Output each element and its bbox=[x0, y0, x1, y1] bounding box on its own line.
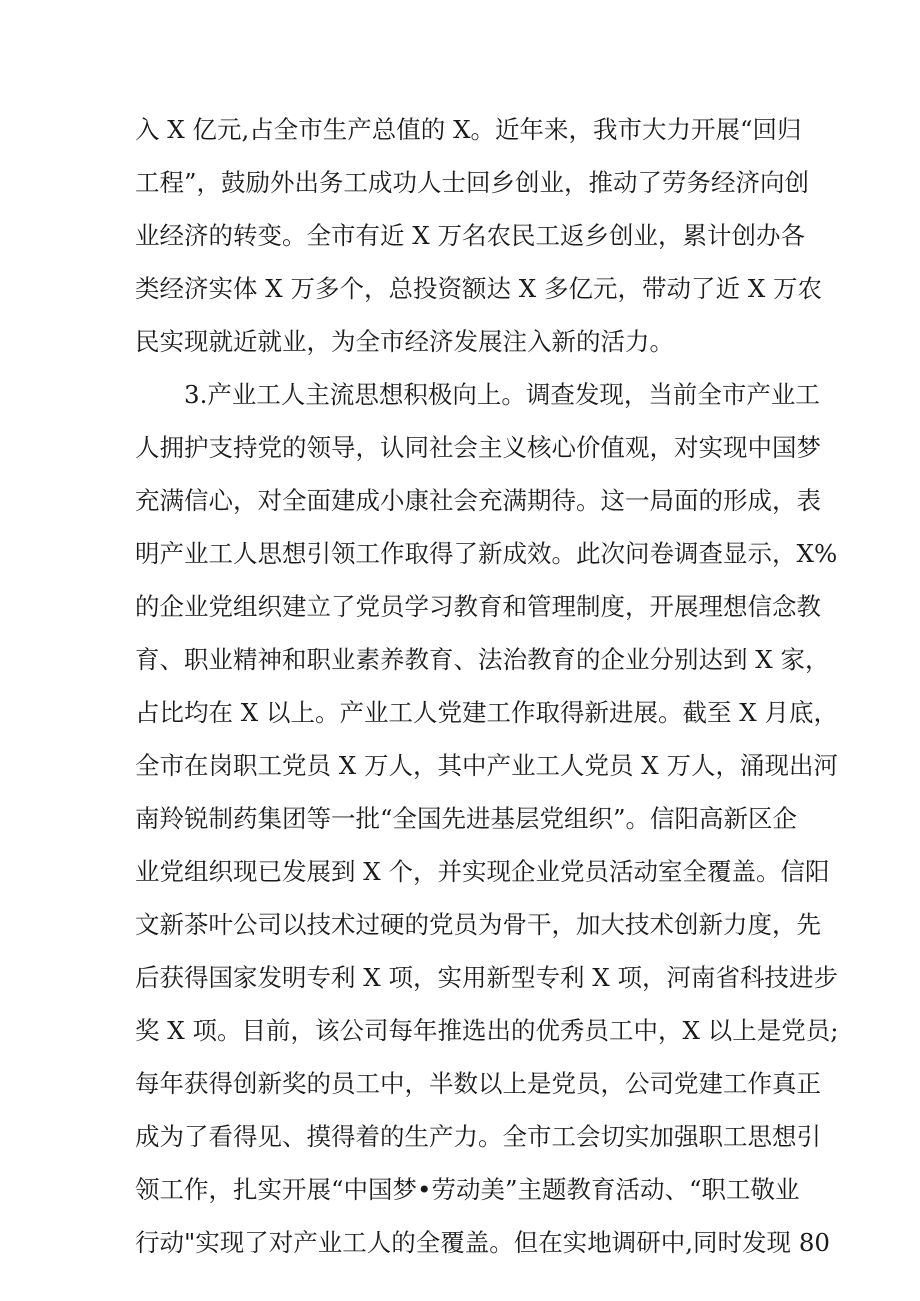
text-line: 占比均在 X 以上。产业工人党建工作取得新进展。截至 X 月底， bbox=[135, 698, 839, 727]
text-line: 的企业党组织建立了党员学习教育和管理制度，开展理想信念教 bbox=[135, 592, 821, 621]
body-text bbox=[135, 103, 839, 1269]
text-line: 类经济实体 X 万多个，总投资额达 X 多亿元，带动了近 X 万农 bbox=[135, 274, 823, 303]
text-line: 奖 X 项。目前，该公司每年推选出的优秀员工中，X 以上是党员; bbox=[135, 1016, 839, 1045]
text-line: 业党组织现已发展到 X 个，并实现企业党员活动室全覆盖。信阳 bbox=[135, 857, 830, 886]
text-line: 成为了看得见、摸得着的生产力。全市工会切实加强职工思想引 bbox=[135, 1122, 821, 1151]
text-line: 充满信心，对全面建成小康社会充满期待。这一局面的形成，表 bbox=[135, 486, 821, 515]
section-heading-line: 3.产业工人主流思想积极向上。调查发现，当前全市产业工 bbox=[184, 380, 820, 409]
text-line: 明产业工人思想引领工作取得了新成效。此次问卷调查显示，X% bbox=[135, 539, 838, 568]
text-line: 育、职业精神和职业素养教育、法治教育的企业分别达到 X 家， bbox=[135, 645, 830, 674]
text-line: 全市在岗职工党员 X 万人，其中产业工人党员 X 万人，涌现出河 bbox=[135, 751, 839, 780]
text-line: 南羚锐制药集团等一批“全国先进基层党组织”。信阳高新区企 bbox=[135, 804, 798, 833]
text-line: 人拥护支持党的领导，认同社会主义核心价值观，对实现中国梦 bbox=[135, 433, 821, 462]
text-line: 领工作，扎实开展“中国梦•劳动美”主题教育活动、“职工敬业 bbox=[135, 1175, 800, 1204]
text-line: 后获得国家发明专利 X 项，实用新型专利 X 项，河南省科技进步 bbox=[135, 963, 839, 992]
text-line: 每年获得创新奖的员工中，半数以上是党员，公司党建工作真正 bbox=[135, 1069, 821, 1098]
text-line: 民实现就近就业，为全市经济发展注入新的活力。 bbox=[135, 327, 674, 356]
text-line: 行动"实现了对产业工人的全覆盖。但在实地调研中,同时发现 80 bbox=[135, 1228, 831, 1257]
text-line: 工程”，鼓励外出务工成功人士回乡创业，推动了劳务经济向创 bbox=[135, 168, 810, 197]
text-line: 入 X 亿元,占全市生产总值的 X。近年来，我市大力开展“回归 bbox=[135, 115, 802, 144]
text-line: 业经济的转变。全市有近 X 万名农民工返乡创业，累计创办各 bbox=[135, 221, 806, 250]
text-line: 文新茶叶公司以技术过硬的党员为骨干，加大技术创新力度，先 bbox=[135, 910, 821, 939]
